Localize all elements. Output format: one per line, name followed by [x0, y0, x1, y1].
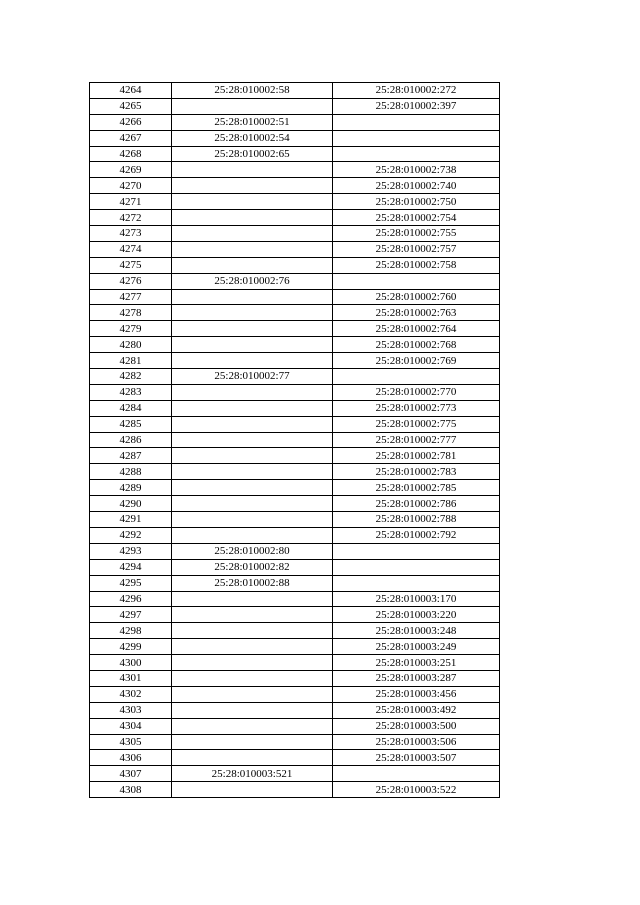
row-number-cell: 4283 [90, 384, 172, 400]
cadastral-number-cell [333, 369, 500, 385]
cadastral-number-table [89, 82, 500, 798]
cadastral-number-cell [333, 146, 500, 162]
cadastral-number-cell: 25:28:010003:506 [333, 734, 500, 750]
table-row [90, 146, 500, 162]
cadastral-number-cell: 25:28:010002:58 [172, 83, 333, 99]
table-row [90, 575, 500, 591]
cadastral-number-cell: 25:28:010002:777 [333, 432, 500, 448]
cadastral-number-cell: 25:28:010003:521 [172, 766, 333, 782]
cadastral-number-cell [172, 289, 333, 305]
cadastral-number-cell [172, 178, 333, 194]
cadastral-number-cell [172, 98, 333, 114]
cadastral-number-cell: 25:28:010002:754 [333, 210, 500, 226]
table-row [90, 337, 500, 353]
row-number-cell: 4289 [90, 480, 172, 496]
table-row [90, 194, 500, 210]
cadastral-number-cell: 25:28:010003:456 [333, 686, 500, 702]
table-row [90, 782, 500, 798]
cadastral-number-cell: 25:28:010002:757 [333, 241, 500, 257]
cadastral-number-cell [172, 305, 333, 321]
cadastral-number-cell: 25:28:010002:54 [172, 130, 333, 146]
row-number-cell: 4299 [90, 639, 172, 655]
cadastral-number-cell [172, 639, 333, 655]
table-row [90, 98, 500, 114]
table-row [90, 591, 500, 607]
cadastral-number-cell [172, 527, 333, 543]
table-body [90, 83, 500, 798]
cadastral-number-cell: 25:28:010002:82 [172, 559, 333, 575]
table-row [90, 257, 500, 273]
cadastral-number-cell: 25:28:010003:287 [333, 670, 500, 686]
row-number-cell: 4298 [90, 623, 172, 639]
table-row [90, 353, 500, 369]
cadastral-number-cell [172, 623, 333, 639]
row-number-cell: 4287 [90, 448, 172, 464]
row-number-cell: 4272 [90, 210, 172, 226]
row-number-cell: 4292 [90, 527, 172, 543]
table-row [90, 289, 500, 305]
cadastral-number-cell [172, 686, 333, 702]
table-row [90, 639, 500, 655]
cadastral-number-cell: 25:28:010002:272 [333, 83, 500, 99]
row-number-cell: 4296 [90, 591, 172, 607]
table-row [90, 432, 500, 448]
row-number-cell: 4304 [90, 718, 172, 734]
cadastral-number-cell: 25:28:010002:786 [333, 496, 500, 512]
row-number-cell: 4267 [90, 130, 172, 146]
row-number-cell: 4305 [90, 734, 172, 750]
cadastral-number-cell [172, 702, 333, 718]
table-row [90, 464, 500, 480]
cadastral-number-cell [172, 750, 333, 766]
table-row [90, 718, 500, 734]
cadastral-number-cell: 25:28:010002:785 [333, 480, 500, 496]
cadastral-number-cell [172, 655, 333, 671]
row-number-cell: 4268 [90, 146, 172, 162]
table-row [90, 543, 500, 559]
cadastral-number-cell: 25:28:010003:170 [333, 591, 500, 607]
row-number-cell: 4271 [90, 194, 172, 210]
table-row [90, 655, 500, 671]
table-row [90, 83, 500, 99]
table-row [90, 623, 500, 639]
cadastral-number-cell: 25:28:010002:80 [172, 543, 333, 559]
table-row [90, 480, 500, 496]
cadastral-number-cell [172, 464, 333, 480]
cadastral-number-cell [172, 384, 333, 400]
cadastral-number-cell [172, 512, 333, 528]
cadastral-number-cell [172, 162, 333, 178]
row-number-cell: 4265 [90, 98, 172, 114]
row-number-cell: 4295 [90, 575, 172, 591]
table-row [90, 210, 500, 226]
row-number-cell: 4300 [90, 655, 172, 671]
cadastral-number-cell: 25:28:010002:783 [333, 464, 500, 480]
cadastral-number-cell: 25:28:010003:220 [333, 607, 500, 623]
cadastral-number-cell: 25:28:010003:492 [333, 702, 500, 718]
table-row [90, 448, 500, 464]
cadastral-number-cell: 25:28:010002:773 [333, 400, 500, 416]
row-number-cell: 4290 [90, 496, 172, 512]
row-number-cell: 4302 [90, 686, 172, 702]
row-number-cell: 4285 [90, 416, 172, 432]
cadastral-number-cell: 25:28:010003:500 [333, 718, 500, 734]
cadastral-number-cell: 25:28:010002:760 [333, 289, 500, 305]
cadastral-number-cell [172, 480, 333, 496]
cadastral-number-cell: 25:28:010002:88 [172, 575, 333, 591]
cadastral-number-cell [172, 194, 333, 210]
table-row [90, 607, 500, 623]
row-number-cell: 4281 [90, 353, 172, 369]
table-row [90, 130, 500, 146]
row-number-cell: 4306 [90, 750, 172, 766]
row-number-cell: 4307 [90, 766, 172, 782]
table-row [90, 527, 500, 543]
cadastral-number-cell [172, 734, 333, 750]
cadastral-number-cell: 25:28:010002:763 [333, 305, 500, 321]
cadastral-number-cell [172, 782, 333, 798]
table-row [90, 369, 500, 385]
table-row [90, 305, 500, 321]
cadastral-number-cell [333, 575, 500, 591]
row-number-cell: 4293 [90, 543, 172, 559]
cadastral-number-cell [172, 210, 333, 226]
cadastral-number-cell [172, 607, 333, 623]
row-number-cell: 4278 [90, 305, 172, 321]
row-number-cell: 4297 [90, 607, 172, 623]
cadastral-number-cell: 25:28:010002:764 [333, 321, 500, 337]
table-row [90, 321, 500, 337]
cadastral-number-cell: 25:28:010002:740 [333, 178, 500, 194]
cadastral-number-cell [333, 130, 500, 146]
table-row [90, 750, 500, 766]
table-row [90, 416, 500, 432]
row-number-cell: 4279 [90, 321, 172, 337]
cadastral-number-cell [172, 718, 333, 734]
table-row [90, 226, 500, 242]
cadastral-number-cell [172, 670, 333, 686]
row-number-cell: 4277 [90, 289, 172, 305]
cadastral-number-cell [172, 432, 333, 448]
table-row [90, 734, 500, 750]
cadastral-number-cell [333, 543, 500, 559]
row-number-cell: 4301 [90, 670, 172, 686]
cadastral-number-cell [333, 766, 500, 782]
row-number-cell: 4282 [90, 369, 172, 385]
row-number-cell: 4288 [90, 464, 172, 480]
row-number-cell: 4308 [90, 782, 172, 798]
cadastral-number-cell: 25:28:010003:249 [333, 639, 500, 655]
table-row [90, 686, 500, 702]
cadastral-number-cell: 25:28:010003:251 [333, 655, 500, 671]
cadastral-number-cell: 25:28:010002:768 [333, 337, 500, 353]
table-row [90, 384, 500, 400]
cadastral-number-cell [172, 321, 333, 337]
cadastral-number-cell [333, 114, 500, 130]
cadastral-number-cell [172, 226, 333, 242]
cadastral-number-cell: 25:28:010002:792 [333, 527, 500, 543]
table-row [90, 702, 500, 718]
cadastral-number-cell: 25:28:010003:248 [333, 623, 500, 639]
cadastral-number-cell [172, 241, 333, 257]
row-number-cell: 4280 [90, 337, 172, 353]
row-number-cell: 4270 [90, 178, 172, 194]
table-row [90, 241, 500, 257]
row-number-cell: 4269 [90, 162, 172, 178]
row-number-cell: 4294 [90, 559, 172, 575]
cadastral-number-cell: 25:28:010002:397 [333, 98, 500, 114]
table-row [90, 496, 500, 512]
cadastral-number-cell: 25:28:010002:77 [172, 369, 333, 385]
cadastral-number-cell: 25:28:010002:738 [333, 162, 500, 178]
table-row [90, 178, 500, 194]
row-number-cell: 4273 [90, 226, 172, 242]
cadastral-number-cell: 25:28:010002:65 [172, 146, 333, 162]
row-number-cell: 4266 [90, 114, 172, 130]
row-number-cell: 4284 [90, 400, 172, 416]
table-row [90, 114, 500, 130]
cadastral-number-cell [172, 353, 333, 369]
cadastral-number-cell: 25:28:010002:51 [172, 114, 333, 130]
cadastral-number-cell: 25:28:010002:788 [333, 512, 500, 528]
cadastral-number-cell: 25:28:010003:507 [333, 750, 500, 766]
cadastral-number-cell [172, 591, 333, 607]
row-number-cell: 4274 [90, 241, 172, 257]
cadastral-number-cell [333, 559, 500, 575]
table-row [90, 766, 500, 782]
cadastral-number-cell [172, 496, 333, 512]
cadastral-number-cell [172, 337, 333, 353]
cadastral-number-cell: 25:28:010002:781 [333, 448, 500, 464]
cadastral-number-cell [172, 448, 333, 464]
cadastral-number-cell: 25:28:010002:775 [333, 416, 500, 432]
cadastral-number-cell: 25:28:010002:750 [333, 194, 500, 210]
cadastral-number-cell: 25:28:010003:522 [333, 782, 500, 798]
row-number-cell: 4286 [90, 432, 172, 448]
row-number-cell: 4291 [90, 512, 172, 528]
cadastral-number-cell: 25:28:010002:758 [333, 257, 500, 273]
table-row [90, 162, 500, 178]
cadastral-number-cell [172, 400, 333, 416]
cadastral-number-cell [333, 273, 500, 289]
table-row [90, 400, 500, 416]
cadastral-number-cell: 25:28:010002:76 [172, 273, 333, 289]
cadastral-number-cell: 25:28:010002:755 [333, 226, 500, 242]
row-number-cell: 4275 [90, 257, 172, 273]
cadastral-number-cell: 25:28:010002:769 [333, 353, 500, 369]
cadastral-number-cell [172, 416, 333, 432]
row-number-cell: 4276 [90, 273, 172, 289]
row-number-cell: 4264 [90, 83, 172, 99]
table-row [90, 670, 500, 686]
table-row [90, 559, 500, 575]
table-row [90, 273, 500, 289]
cadastral-number-cell [172, 257, 333, 273]
row-number-cell: 4303 [90, 702, 172, 718]
table-row [90, 512, 500, 528]
cadastral-number-cell: 25:28:010002:770 [333, 384, 500, 400]
